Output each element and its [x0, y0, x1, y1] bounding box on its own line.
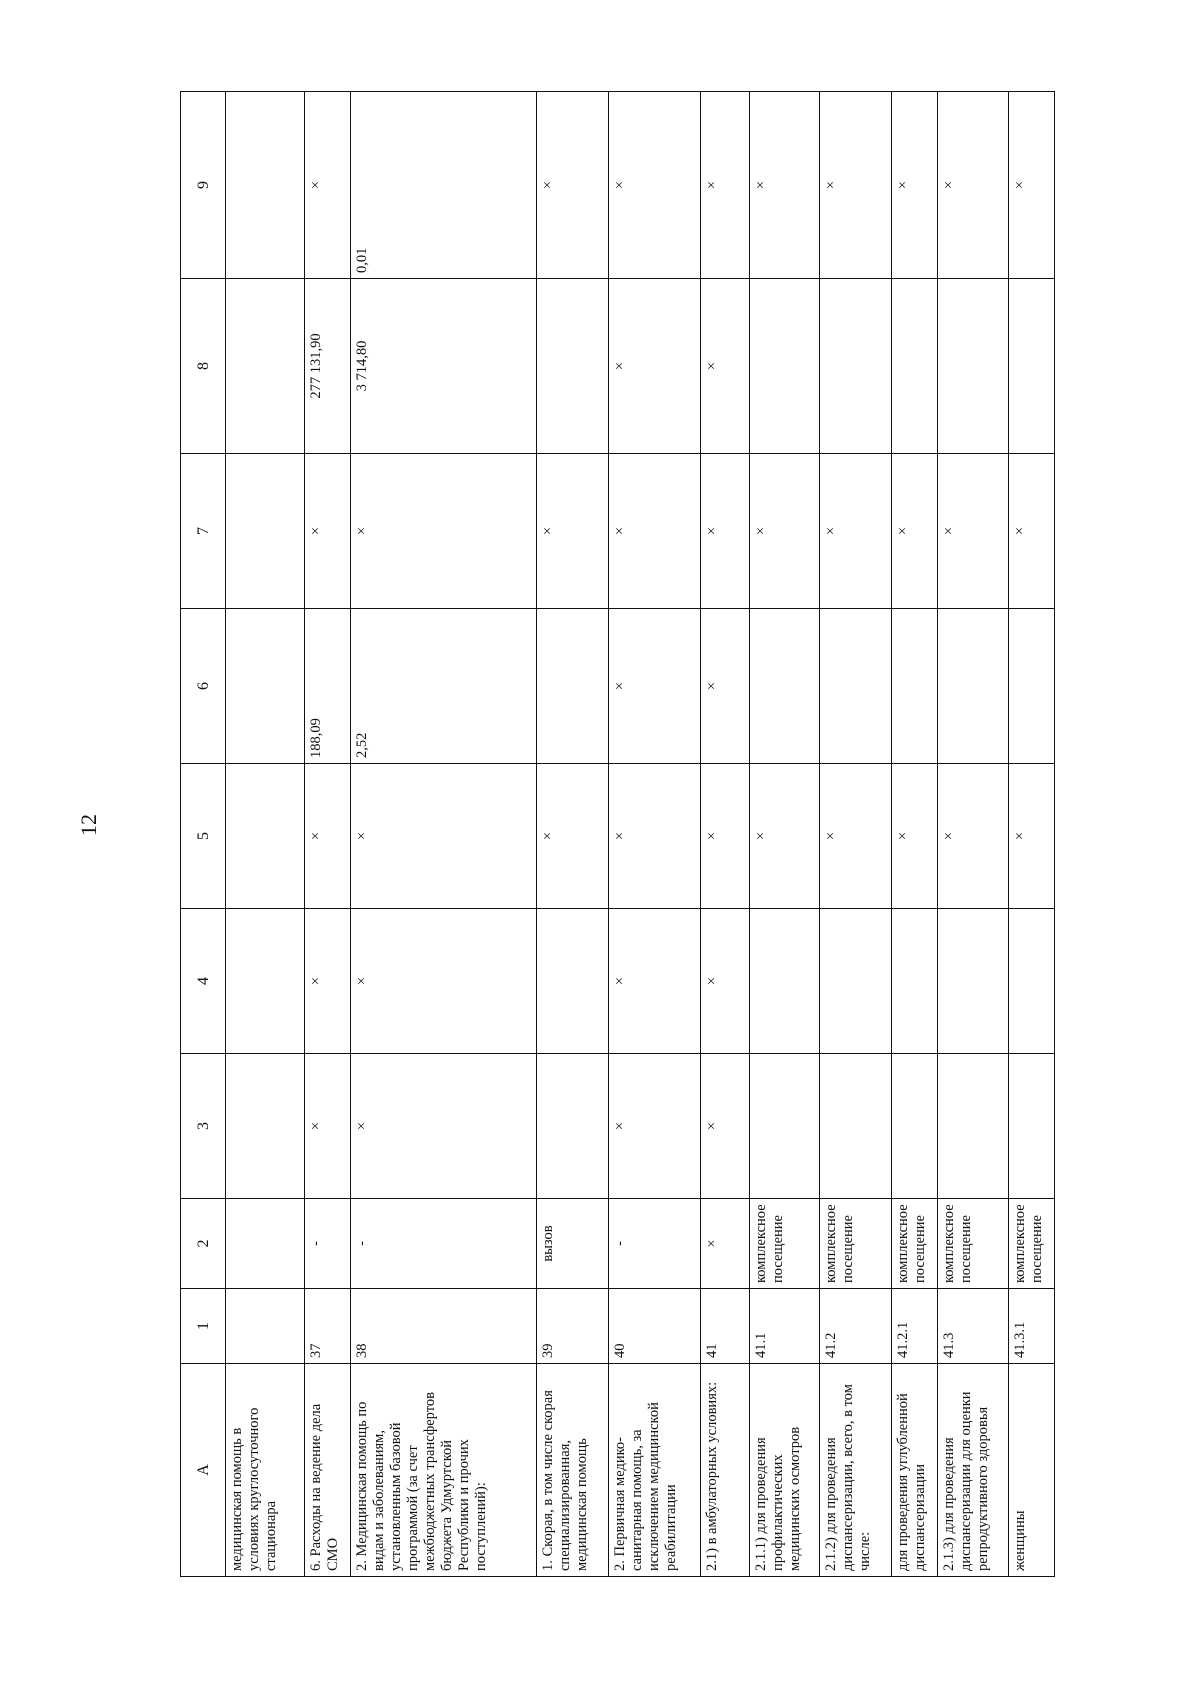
cell	[891, 279, 937, 454]
cell: ×	[304, 454, 350, 609]
cell: 1. Скорая, в том числе скорая специализированная, медицинская помощь	[537, 1364, 608, 1577]
cell: 3 714,80	[350, 279, 536, 454]
cell	[537, 1054, 608, 1199]
cell	[820, 1054, 891, 1199]
cell: 37	[304, 1289, 350, 1364]
cell: 2. Первичная медико-санитарная помощь, за исключением медицинской реабилитации	[608, 1364, 700, 1577]
col-header: 9	[181, 92, 226, 279]
cell: ×	[304, 909, 350, 1054]
cell	[1008, 1054, 1054, 1199]
cell: ×	[937, 92, 1008, 279]
cell: ×	[1008, 92, 1054, 279]
cell: 41.2	[820, 1289, 891, 1364]
cell: комплексное посещение	[937, 1199, 1008, 1289]
cell	[226, 1289, 305, 1364]
cell	[750, 909, 820, 1054]
cell: 6. Расходы на ведение дела СМО	[304, 1364, 350, 1577]
cell: ×	[891, 92, 937, 279]
cell: ×	[750, 764, 820, 909]
cell: ×	[608, 909, 700, 1054]
table-row	[750, 92, 820, 1577]
cell: ×	[937, 454, 1008, 609]
table-row	[937, 92, 1008, 1577]
cell: ×	[350, 909, 536, 1054]
cell: ×	[700, 454, 749, 609]
col-header: 8	[181, 279, 226, 454]
col-header: 6	[181, 609, 226, 764]
cell: вызов	[537, 1199, 608, 1289]
cell: ×	[537, 92, 608, 279]
cell	[226, 454, 305, 609]
cell	[226, 92, 305, 279]
cell: комплексное посещение	[750, 1199, 820, 1289]
cell: ×	[608, 454, 700, 609]
cell: ×	[891, 454, 937, 609]
cell: 41.2.1	[891, 1289, 937, 1364]
rotated-table-wrapper	[180, 92, 1055, 1577]
cell: ×	[304, 92, 350, 279]
cell: 41	[700, 1289, 749, 1364]
cell	[891, 609, 937, 764]
table-row	[537, 92, 608, 1577]
cell	[226, 1199, 305, 1289]
cell: 277 131,90	[304, 279, 350, 454]
cell: ×	[537, 764, 608, 909]
cell	[891, 1054, 937, 1199]
cell: ×	[1008, 454, 1054, 609]
cell: ×	[820, 454, 891, 609]
cell: ×	[820, 92, 891, 279]
col-header: 3	[181, 1054, 226, 1199]
cell: ×	[700, 909, 749, 1054]
cell: 2. Медицинская помощь по видам и заболеваниям, установленным базовой программой (за счет межбюджетных трансфертов бюджета Удмуртской Республики и прочих поступлений):	[350, 1364, 536, 1577]
cell: ×	[750, 92, 820, 279]
cell: для проведения углубленной диспансеризации	[891, 1364, 937, 1577]
page-number: 12	[76, 814, 101, 836]
cell: 41.3	[937, 1289, 1008, 1364]
cell: 41.3.1	[1008, 1289, 1054, 1364]
cell: ×	[608, 1054, 700, 1199]
cell: ×	[608, 92, 700, 279]
cell: 40	[608, 1289, 700, 1364]
cell	[226, 1054, 305, 1199]
cell: ×	[700, 92, 749, 279]
cell: ×	[608, 764, 700, 909]
table-row	[226, 92, 305, 1577]
cell: 38	[350, 1289, 536, 1364]
cell	[937, 1054, 1008, 1199]
col-header: 4	[181, 909, 226, 1054]
cell	[937, 279, 1008, 454]
col-header: 7	[181, 454, 226, 609]
table-row	[608, 92, 700, 1577]
cell: медицинская помощь в условиях круглосуточного стационара	[226, 1364, 305, 1577]
cell: ×	[700, 609, 749, 764]
cell: ×	[608, 279, 700, 454]
cell: ×	[350, 1054, 536, 1199]
cell	[1008, 909, 1054, 1054]
table-row	[304, 92, 350, 1577]
cell: ×	[937, 764, 1008, 909]
cell: ×	[820, 764, 891, 909]
cell	[226, 764, 305, 909]
cell	[750, 279, 820, 454]
cell	[226, 609, 305, 764]
cell: ×	[350, 454, 536, 609]
cell: ×	[304, 764, 350, 909]
cell	[820, 609, 891, 764]
cell: -	[304, 1199, 350, 1289]
cell	[226, 279, 305, 454]
col-header: 1	[181, 1289, 226, 1364]
cell: 2,52	[350, 609, 536, 764]
cell: ×	[537, 454, 608, 609]
cell	[820, 279, 891, 454]
col-header: А	[181, 1364, 226, 1577]
cell	[891, 909, 937, 1054]
cell: ×	[350, 764, 536, 909]
cell: комплексное посещение	[1008, 1199, 1054, 1289]
cell	[937, 609, 1008, 764]
cell: 41.1	[750, 1289, 820, 1364]
cell: 188,09	[304, 609, 350, 764]
cell	[1008, 609, 1054, 764]
cell	[937, 909, 1008, 1054]
cell	[1008, 279, 1054, 454]
cell: ×	[700, 1054, 749, 1199]
cell: женщины	[1008, 1364, 1054, 1577]
table-row	[820, 92, 891, 1577]
cell	[226, 909, 305, 1054]
cell: ×	[1008, 764, 1054, 909]
cell	[750, 1054, 820, 1199]
header-row	[181, 92, 226, 1577]
cell	[537, 279, 608, 454]
cell: 2.1.2) для проведения диспансеризации, всего, в том числе:	[820, 1364, 891, 1577]
cell: 0,01	[350, 92, 536, 279]
cell: 39	[537, 1289, 608, 1364]
cell: ×	[891, 764, 937, 909]
cell: ×	[304, 1054, 350, 1199]
cell: 2.1.1) для проведения профилактических медицинских осмотров	[750, 1364, 820, 1577]
table-row	[350, 92, 536, 1577]
data-table	[180, 91, 1055, 1577]
cell: 2.1) в амбулаторных условиях:	[700, 1364, 749, 1577]
cell: комплексное посещение	[820, 1199, 891, 1289]
cell: 2.1.3) для проведения диспансеризации для оценки репродуктивного здоровья	[937, 1364, 1008, 1577]
table-row	[700, 92, 749, 1577]
cell: -	[608, 1199, 700, 1289]
cell: ×	[608, 609, 700, 764]
cell: ×	[700, 1199, 749, 1289]
cell	[537, 609, 608, 764]
col-header: 5	[181, 764, 226, 909]
cell: ×	[700, 764, 749, 909]
cell: ×	[700, 279, 749, 454]
cell: -	[350, 1199, 536, 1289]
cell: ×	[750, 454, 820, 609]
col-header: 2	[181, 1199, 226, 1289]
cell	[750, 609, 820, 764]
cell	[820, 909, 891, 1054]
cell: комплексное посещение	[891, 1199, 937, 1289]
table-row	[891, 92, 937, 1577]
table-row	[1008, 92, 1054, 1577]
cell	[537, 909, 608, 1054]
